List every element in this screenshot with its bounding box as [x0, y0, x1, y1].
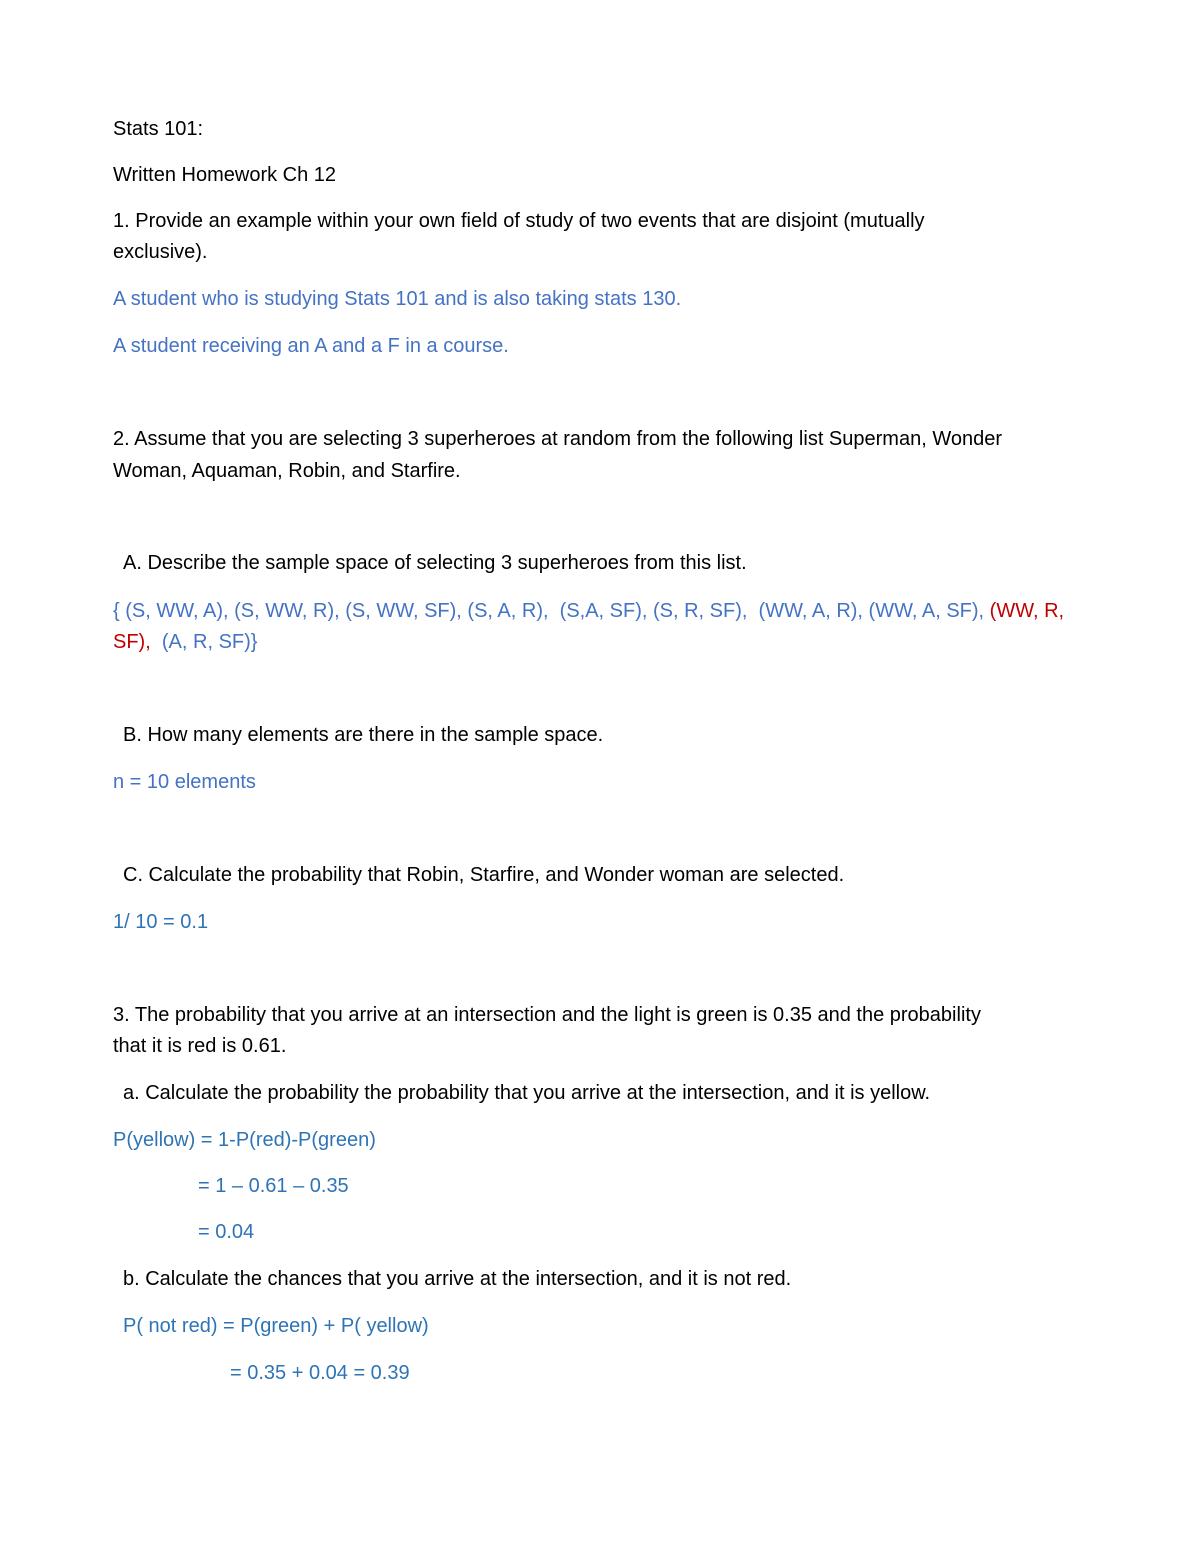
- q2a-answer-line2-red: SF),: [113, 631, 151, 653]
- assignment-title: Written Homework Ch 12: [113, 164, 337, 186]
- q2a-answer-line1: [113, 595, 1064, 627]
- q2a-prompt: A. Describe the sample space of selecting 3 superheroes from this list.: [123, 552, 747, 574]
- q2-prompt-line2: Woman, Aquaman, Robin, and Starfire.: [113, 460, 461, 482]
- q2b-answer: n = 10 elements: [113, 771, 256, 793]
- q3b-prompt: b. Calculate the chances that you arrive at the intersection, and it is not red.: [123, 1268, 792, 1290]
- q1-prompt-line2: exclusive).: [113, 241, 208, 263]
- q3b-answer-line1: P( not red) = P(green) + P( yellow): [123, 1315, 429, 1337]
- q2-prompt-line1: 2. Assume that you are selecting 3 superheroes at random from the following list Superman, Wonder: [113, 428, 1002, 450]
- q2a-answer-line2-blue: (A, R, SF)}: [150, 631, 258, 653]
- q1-prompt-line1: 1. Provide an example within your own field of study of two events that are disjoint (mutually: [113, 210, 925, 232]
- q1-answer1: A student who is studying Stats 101 and is also taking stats 130.: [113, 288, 682, 310]
- q3-prompt-line2: that it is red is 0.61.: [113, 1035, 287, 1057]
- q2c-answer: 1/ 10 = 0.1: [113, 911, 209, 933]
- course-title: Stats 101:: [113, 118, 204, 140]
- q3-prompt-line1: 3. The probability that you arrive at an intersection and the light is green is 0.35 and the probability: [113, 1004, 981, 1026]
- q3a-answer-line3: = 0.04: [198, 1221, 255, 1243]
- q2c-prompt: C. Calculate the probability that Robin, Starfire, and Wonder woman are selected.: [123, 864, 845, 886]
- q2b-prompt: B. How many elements are there in the sample space.: [123, 724, 604, 746]
- q1-answer2: A student receiving an A and a F in a course.: [113, 335, 509, 357]
- q3a-answer-line1: P(yellow) = 1-P(red)-P(green): [113, 1129, 376, 1151]
- q3a-answer-line2: = 1 – 0.61 – 0.35: [198, 1175, 349, 1197]
- q3a-prompt: a. Calculate the probability the probability that you arrive at the intersection, and it is yellow.: [123, 1082, 931, 1104]
- q3b-answer-line2: = 0.35 + 0.04 = 0.39: [230, 1362, 410, 1384]
- q2a-answer-line2: [113, 626, 257, 658]
- q2a-answer-line1-blue: { (S, WW, A), (S, WW, R), (S, WW, SF), (S, A, R), (S,A, SF), (S, R, SF), (WW, A, R), (WW, A, SF),: [113, 600, 990, 622]
- q2a-answer-line1-red: (WW, R,: [989, 600, 1065, 622]
